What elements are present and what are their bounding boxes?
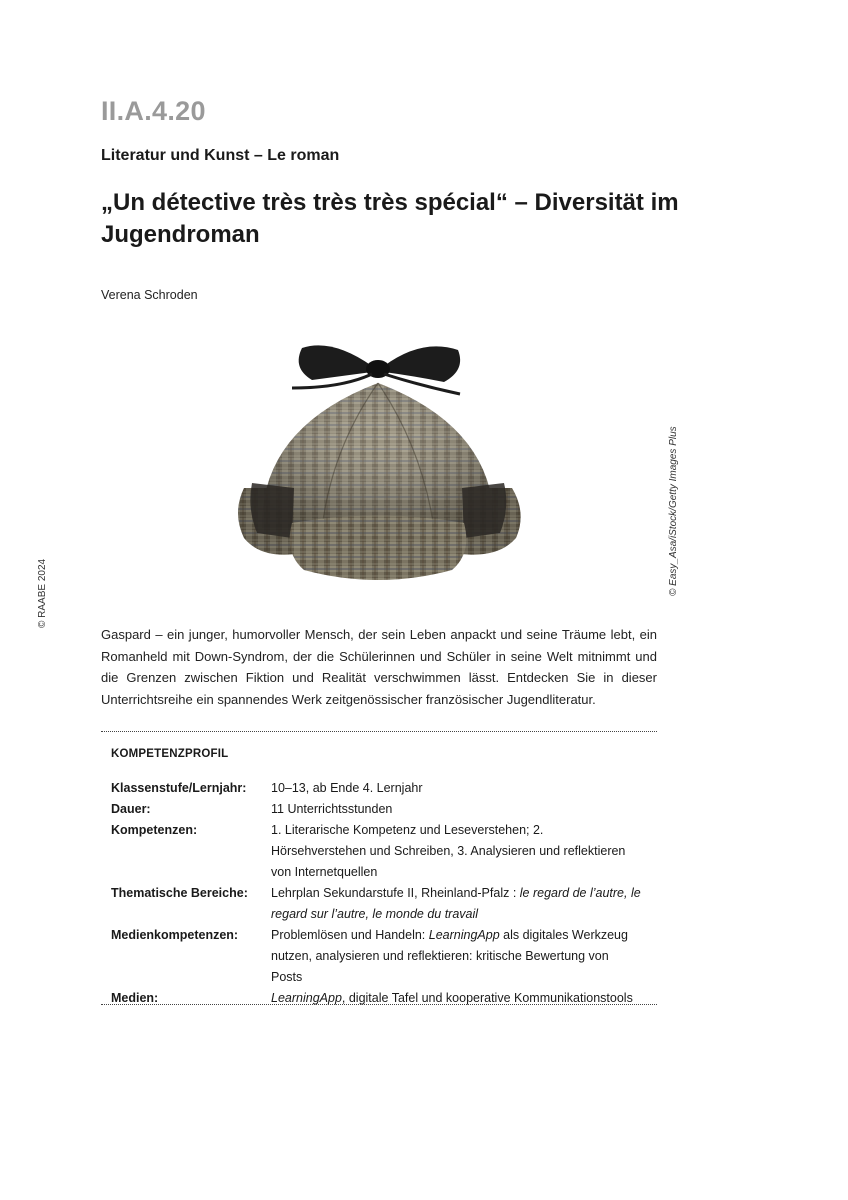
- profile-label: Thematische Bereiche:: [111, 886, 248, 900]
- intro-paragraph: Gaspard – ein junger, humorvoller Mensch, der sein Leben anpackt und seine Träume lebt, ein Romanheld mit Down-Syndrom, der die Schülerinnen und Schüler in seine Welt mitnimmt und die Grenzen zwischen Fiktion und Realität verschwimmen lässt. Entdecken Sie in dieser Unterrichtsreihe ein spannendes Werk zeitgenössischer französischer Jugendliteratur.: [101, 627, 657, 707]
- profile-label: Klassenstufe/Lernjahr:: [111, 781, 247, 795]
- profile-value: [271, 925, 651, 988]
- profile-heading: KOMPETENZPROFIL: [111, 748, 229, 760]
- profile-row: [111, 778, 651, 799]
- profile-value: [271, 883, 651, 925]
- profile-row: [111, 925, 651, 988]
- profile-row: [111, 799, 651, 820]
- profile-label: Dauer:: [111, 802, 151, 816]
- side-copyright: © RAABE 2024: [37, 558, 48, 628]
- value-italic: le regard de l’autre, le regard sur l’autre, le monde du travail: [271, 886, 641, 921]
- value-text: Lehrplan Sekundarstufe II, Rheinland-Pfalz :: [271, 886, 520, 900]
- value-italic: LearningApp: [271, 991, 342, 1005]
- profile-row: [111, 883, 651, 925]
- divider-bottom: [101, 1004, 657, 1005]
- value-rest: als digitales Werkzeug nutzen, analysieren und reflektieren: kritische Bewertung von Posts: [271, 928, 628, 984]
- image-credit: © Easy_Asa/iStock/Getty Images Plus: [668, 426, 679, 596]
- value-text: Problemlösen und Handeln:: [271, 928, 429, 942]
- profile-label: Kompetenzen:: [111, 823, 198, 837]
- profile-value: [271, 988, 651, 1009]
- unit-code: II.A.4.20: [101, 96, 206, 126]
- profile-value: 10–13, ab Ende 4. Lernjahr: [271, 781, 423, 795]
- divider-top: [101, 731, 657, 732]
- profile-row: [111, 820, 651, 883]
- value-rest: , digitale Tafel und kooperative Kommunikationstools: [341, 991, 633, 1005]
- profile-label: Medienkompetenzen:: [111, 928, 239, 942]
- author: Verena Schroden: [101, 288, 198, 302]
- profile-label: Medien:: [111, 991, 159, 1005]
- competence-profile: [111, 748, 651, 1009]
- profile-row: [111, 988, 651, 1009]
- profile-value: 11 Unterrichtsstunden: [271, 802, 393, 816]
- value-italic: LearningApp: [428, 928, 500, 942]
- deerstalker-hat-image: [222, 338, 534, 588]
- page-title: „Un détective très très très spécial“ – Diversität im Jugendroman: [101, 189, 679, 248]
- subtitle: Literatur und Kunst – Le roman: [101, 147, 340, 164]
- profile-value: 1. Literarische Kompetenz und Leseverstehen; 2. Hörsehverstehen und Schreiben, 3. Analysieren und reflektieren von Internetquellen: [271, 823, 626, 879]
